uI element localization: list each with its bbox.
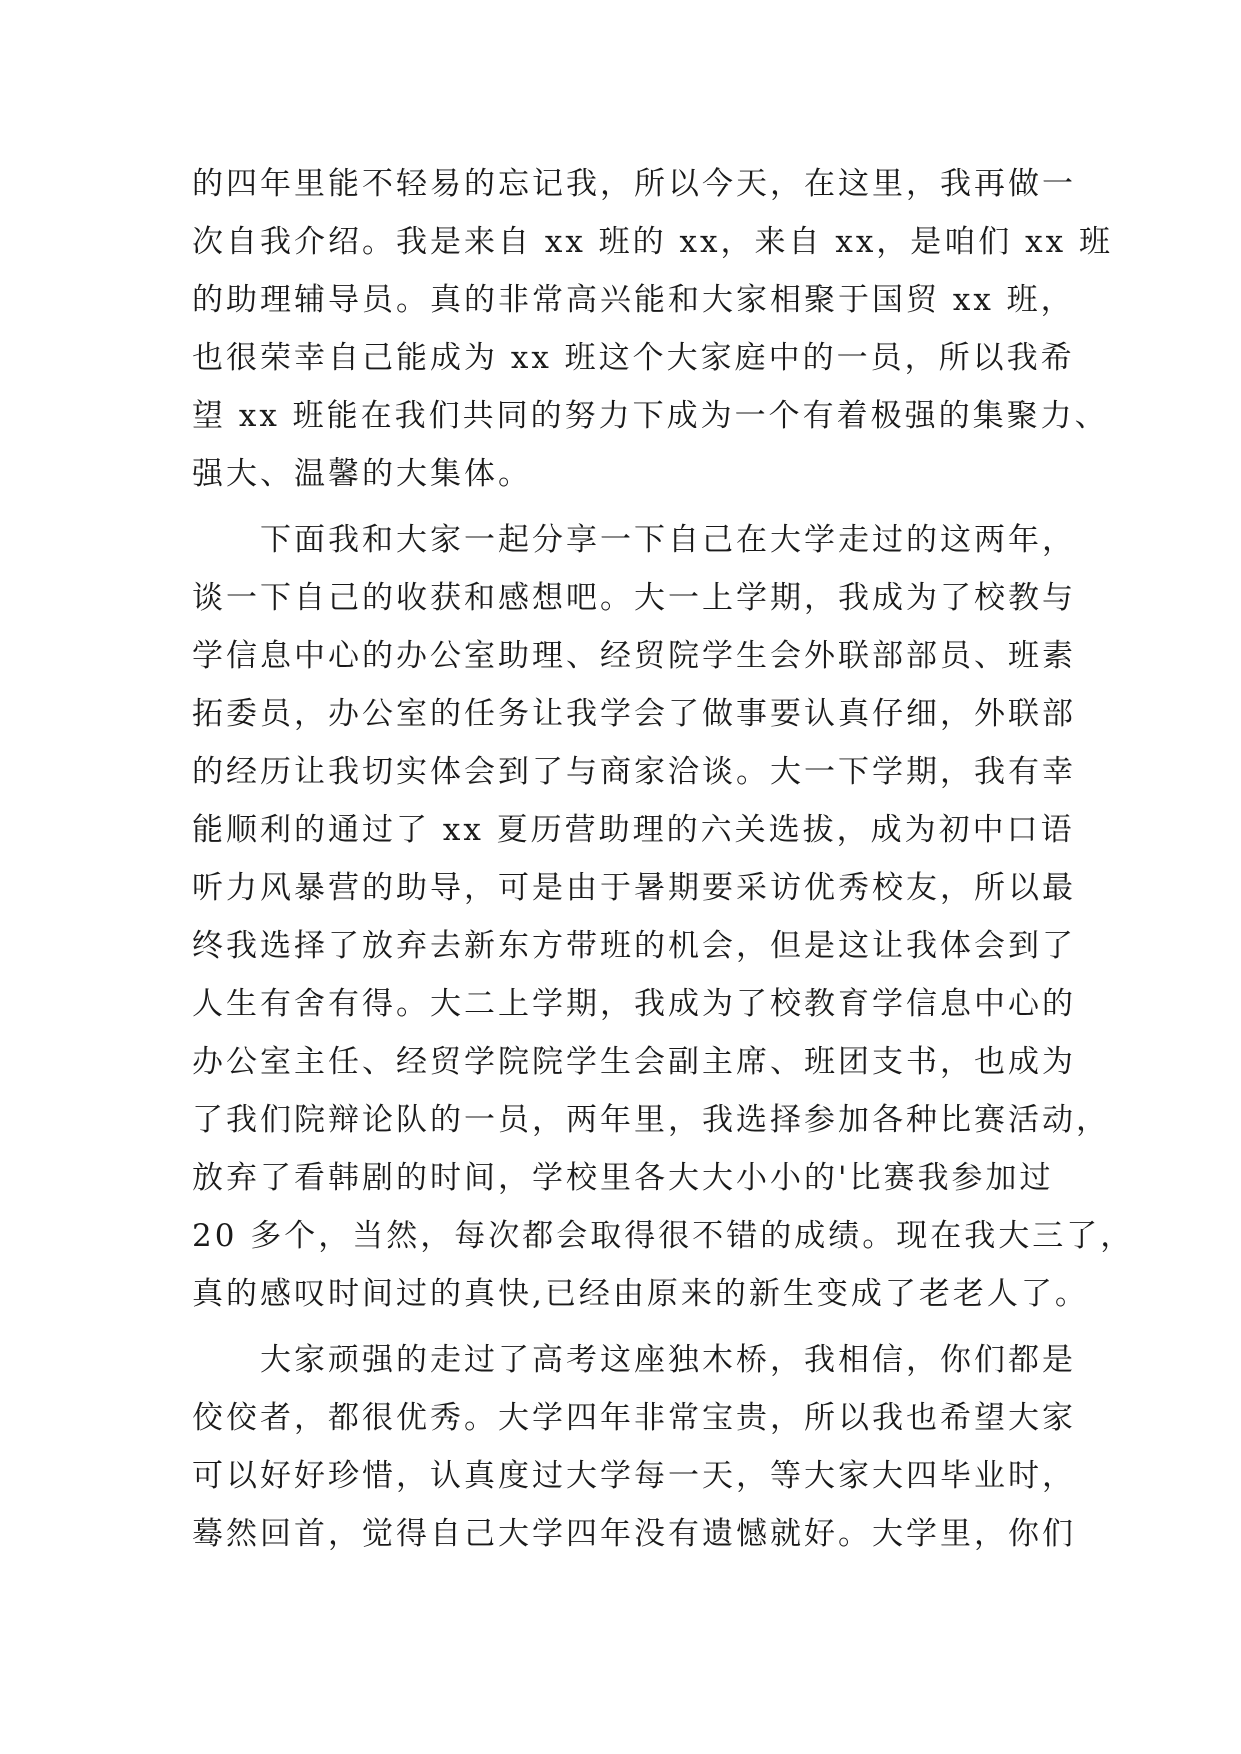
text-line: 听力风暴营的助导，可是由于暑期要采访优秀校友，所以最: [192, 870, 1076, 906]
text-line: 佼佼者，都很优秀。大学四年非常宝贵，所以我也希望大家: [192, 1400, 1076, 1436]
text-line: 可以好好珍惜，认真度过大学每一天，等大家大四毕业时，: [192, 1458, 1076, 1494]
text-line: 了我们院辩论队的一员，两年里，我选择参加各种比赛活动，: [192, 1102, 1110, 1138]
text-line: 终我选择了放弃去新东方带班的机会，但是这让我体会到了: [192, 928, 1076, 964]
text-line: 人生有舍有得。大二上学期，我成为了校教育学信息中心的: [192, 986, 1076, 1022]
text-line: 能顺利的通过了 xx 夏历营助理的六关选拔，成为初中口语: [192, 812, 1075, 848]
text-line: 大家顽强的走过了高考这座独木桥，我相信，你们都是: [192, 1342, 1076, 1378]
text-line: 拓委员，办公室的任务让我学会了做事要认真仔细，外联部: [192, 696, 1076, 732]
text-line: 的四年里能不轻易的忘记我，所以今天，在这里，我再做一: [192, 166, 1076, 202]
text-line: 下面我和大家一起分享一下自己在大学走过的这两年，: [192, 522, 1076, 558]
text-line: 20 多个，当然，每次都会取得很不错的成绩。现在我大三了，: [192, 1218, 1135, 1254]
text-line: 次自我介绍。我是来自 xx 班的 xx，来自 xx，是咱们 xx 班: [192, 224, 1113, 260]
text-line: 学信息中心的办公室助理、经贸院学生会外联部部员、班素: [192, 638, 1076, 674]
text-line: 望 xx 班能在我们共同的努力下成为一个有着极强的集聚力、: [192, 398, 1109, 434]
text-line: 强大、温馨的大集体。: [192, 456, 532, 492]
text-line: 办公室主任、经贸学院院学生会副主席、班团支书，也成为: [192, 1044, 1076, 1080]
text-line: 谈一下自己的收获和感想吧。大一上学期，我成为了校教与: [192, 580, 1076, 616]
text-line: 也很荣幸自己能成为 xx 班这个大家庭中的一员，所以我希: [192, 340, 1075, 376]
text-line: 的经历让我切实体会到了与商家洽谈。大一下学期，我有幸: [192, 754, 1076, 790]
text-line: 真的感叹时间过的真快,已经由原来的新生变成了老老人了。: [192, 1276, 1089, 1312]
text-line: 放弃了看韩剧的时间，学校里各大大小小的'比赛我参加过: [192, 1160, 1054, 1196]
text-line: 蓦然回首，觉得自己大学四年没有遗憾就好。大学里，你们: [192, 1516, 1076, 1552]
body-text: [192, 155, 1135, 1563]
text-line: 的助理辅导员。真的非常高兴能和大家相聚于国贸 xx 班，: [192, 282, 1075, 318]
